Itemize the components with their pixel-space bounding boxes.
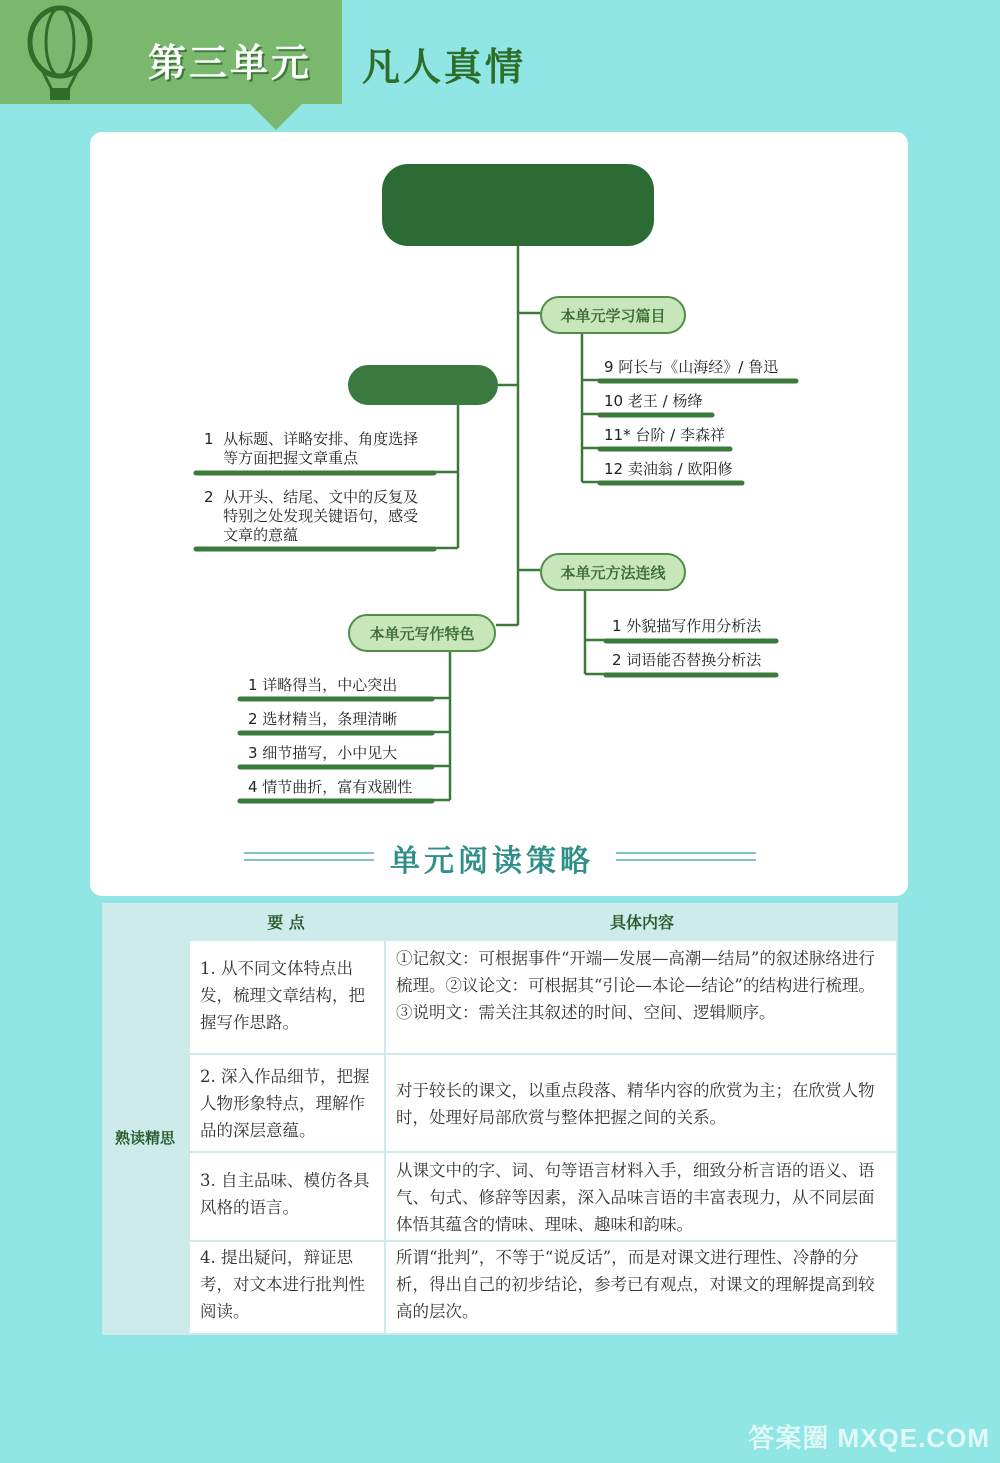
- study-texts-branch: 本单元学习篇目: [540, 296, 686, 334]
- study-text-item: 10 老王 / 杨绛: [604, 392, 703, 410]
- unit-number: 第三单元: [148, 41, 313, 85]
- table-key-cell: 2. 深入作品细节，把握人物形象特点，理解作品的深层意蕴。: [190, 1055, 384, 1151]
- writing-feature-item: 4 情节曲折，富有戏剧性: [248, 778, 413, 796]
- reading-tip-item: 1 从标题、详略安排、角度选择 等方面把握文章重点: [204, 430, 419, 467]
- reading-tip-item: 2 从开头、结尾、文中的反复及 特别之处发现关键语句，感受 文章的意蕴: [204, 488, 419, 544]
- table-header-key: 要 点: [267, 912, 305, 932]
- table-content-cell: 所谓“批判”，不等于“说反话”，而是对课文进行理性、冷静的分析，得出自己的初步结论，参考已有观点，对课文的理解提高到较高的层次。: [386, 1242, 896, 1333]
- writing-feature-item: 1 详略得当，中心突出: [248, 676, 398, 694]
- reading-tips-node: [348, 365, 498, 405]
- table-key-cell: 1. 从不同文体特点出发，梳理文章结构，把握写作思路。: [190, 941, 384, 1053]
- table-key-cell: 4. 提出疑问，辩证思考，对文本进行批判性阅读。: [190, 1242, 384, 1333]
- method-item: 1 外貌描写作用分析法: [612, 617, 762, 635]
- table-content-cell: ①记叙文：可根据事件“开端—发展—高潮—结局”的叙述脉络进行梳理。②议论文：可根据其“引论—本论—结论”的结构进行梳理。③说明文：需关注其叙述的时间、空间、逻辑顺序。: [386, 941, 896, 1053]
- table-header-content: 具体内容: [609, 912, 674, 932]
- method-branch: 本单元方法连线: [540, 553, 686, 591]
- study-text-item: 11* 台阶 / 李森祥: [604, 426, 725, 444]
- study-text-item: 12 卖油翁 / 欧阳修: [604, 460, 733, 478]
- table-content-cell: 从课文中的字、词、句等语言材料入手，细致分析言语的语义、语气、句式、修辞等因素，深入品味言语的丰富表现力，从不同层面体悟其蕴含的情味、理味、趣味和韵味。: [386, 1153, 896, 1240]
- writing-feature-item: 2 选材精当，条理清晰: [248, 710, 398, 728]
- method-item: 2 词语能否替换分析法: [612, 651, 762, 669]
- title-divider-right: [616, 859, 756, 861]
- title-divider-left: [244, 859, 374, 861]
- table-key-cell: 3. 自主品味、模仿各具风格的语言。: [190, 1153, 384, 1240]
- writing-features-branch: 本单元写作特色: [348, 614, 496, 652]
- writing-feature-item: 3 细节描写，小中见大: [248, 744, 398, 762]
- table-content-cell: 对于较长的课文，以重点段落、精华内容的欣赏为主；在欣赏人物时，处理好局部欣赏与整体把握之间的关系。: [386, 1055, 896, 1151]
- mindmap-root-node: [382, 164, 654, 246]
- title-divider-right: [616, 852, 756, 854]
- strategy-section-title: 单元阅读策略: [390, 844, 594, 879]
- unit-title: 凡人真情: [362, 45, 527, 89]
- study-text-item: 9 阿长与《山海经》/ 鲁迅: [604, 358, 779, 376]
- title-divider-left: [244, 852, 374, 854]
- site-watermark: 答案圈 MXQE.COM: [748, 1423, 990, 1453]
- table-side-label: 熟读精思: [114, 1128, 175, 1147]
